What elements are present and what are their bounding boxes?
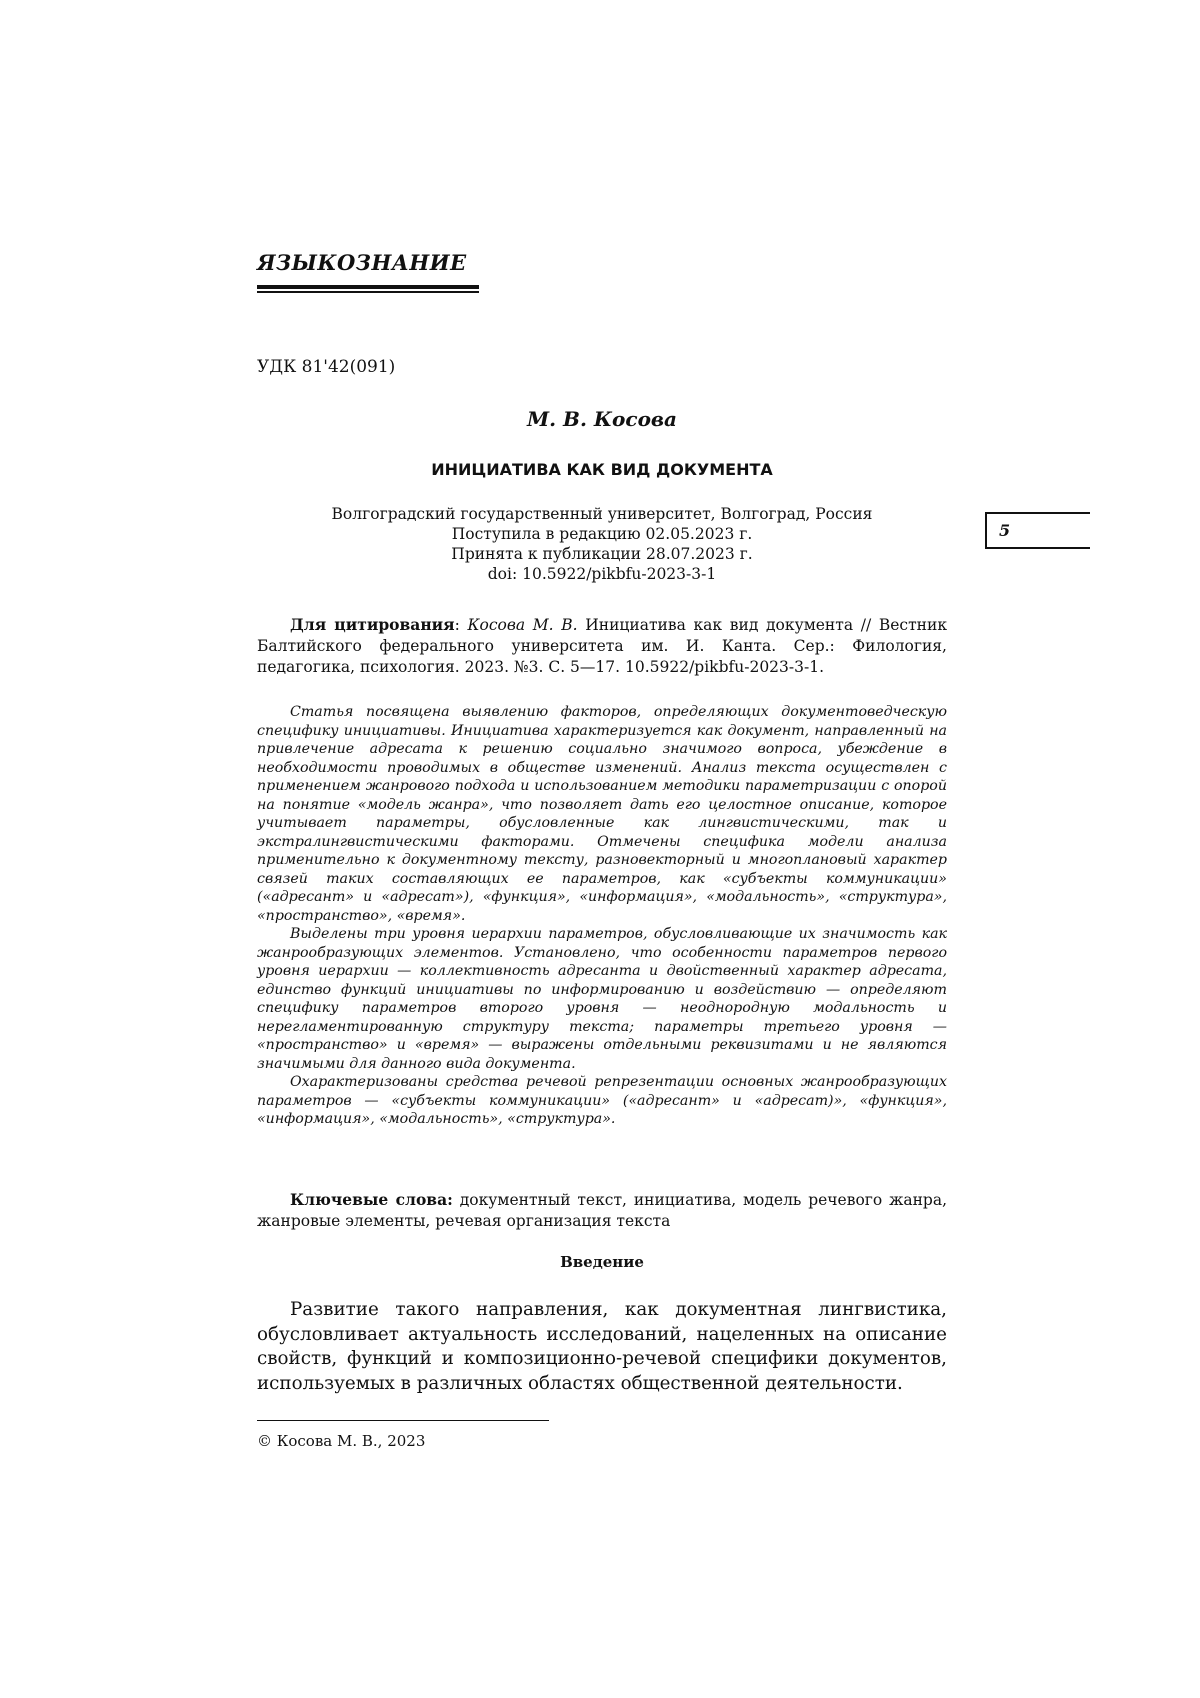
footnote-rule (257, 1420, 549, 1421)
udc-code: УДК 81'42(091) (257, 357, 396, 377)
abstract-paragraph: Выделены три уровня иерархии параметров, обусловливающие их значимость как жанрообразующих элементов. Установлено, что особенности параметров первого уровня иерархии — коллективность адресанта и двойственный характер адресата, единство функций инициативы по информированию и воздействию — определяют специфику параметров второго уровня — неоднородную модальность и нерегламентированную структуру текста; параметры третьего уровня — «пространство» и «время» — выражены отдельными реквизитами и не являются значимыми для данного вида документа. (257, 926, 947, 1072)
article-title: ИНИЦИАТИВА КАК ВИД ДОКУМЕНТА (431, 460, 773, 479)
author-name: М. В. Косова (526, 407, 678, 431)
received-date: Поступила в редакцию 02.05.2023 г. (451, 525, 753, 543)
section-heading: ЯЗЫКОЗНАНИЕ (257, 250, 467, 275)
page-number-tab (985, 512, 1090, 549)
page-number: 5 (999, 521, 1011, 540)
keywords-text: документный текст, инициатива, модель речевого жанра, жанровые элементы, речевая организация текста (257, 1191, 947, 1230)
section-rule-thick (257, 285, 479, 289)
keywords-label: Ключевые слова: (290, 1190, 453, 1209)
introduction-paragraph: Развитие такого направления, как документная лингвистика, обусловливает актуальность исследований, нацеленных на описание свойств, функций и композиционно-речевой специфики документов, используемых в различных областях общественной деятельности. (257, 1299, 947, 1394)
citation-text: Инициатива как вид документа // Вестник Балтийского федерального университета им. И. Канта. Сер.: Филология, педагогика, психология. 2023. №3. С. 5—17. 10.5922/pikbfu-2023-3-1. (257, 616, 948, 676)
introduction-heading: Введение (560, 1253, 644, 1271)
section-rule-thin (257, 291, 479, 293)
abstract-paragraph: Охарактеризованы средства речевой репрезентации основных жанрообразующих параметров — «субъекты коммуникации» («адресант» и «адресат)», «функция», «информация», «модальность», «структура». (257, 1074, 947, 1127)
citation-label: Для цитирования (290, 615, 455, 634)
affiliation: Волгоградский государственный университет, Волгоград, Россия (331, 505, 873, 523)
keywords-block (257, 1189, 947, 1232)
citation-block: Для цитирования: Косова М. В. Инициатива как вид документа // Вестник Балтийского федерального университета им. И. Канта. Сер.: Филология, педагогика, психология. 2023. №3. С. 5—17. 10.5922/pikbfu-2023-3-1. (257, 615, 948, 676)
citation-author: Косова М. В. (467, 616, 578, 634)
doi: doi: 10.5922/pikbfu-2023-3-1 (487, 565, 717, 583)
abstract-paragraph: Статья посвящена выявлению факторов, определяющих документоведческую специфику инициативы. Инициатива характеризуется как документ, направленный на привлечение адресата к решению социально значимого вопроса, убеждение в необходимости проводимых в обществе изменений. Анализ текста осуществлен с применением жанрового подхода и использованием методики параметризации с опорой на понятие «модель жанра», что позволяет дать его целостное описание, которое учитывает параметры, обусловленные как лингвистическими, так и экстралингвистическими факторами. Отмечены специфика модели анализа применительно к документному тексту, разновекторный и многоплановый характер связей таких составляющих ее параметров, как «субъекты коммуникации» («адресант» и «адресат»), «функция», «информация», «модальность», «структура», «пространство», «время». (257, 704, 947, 924)
copyright-note: © Косова М. В., 2023 (257, 1432, 426, 1450)
accepted-date: Принята к публикации 28.07.2023 г. (451, 545, 753, 563)
abstract (257, 703, 947, 1129)
article-meta (257, 504, 947, 584)
